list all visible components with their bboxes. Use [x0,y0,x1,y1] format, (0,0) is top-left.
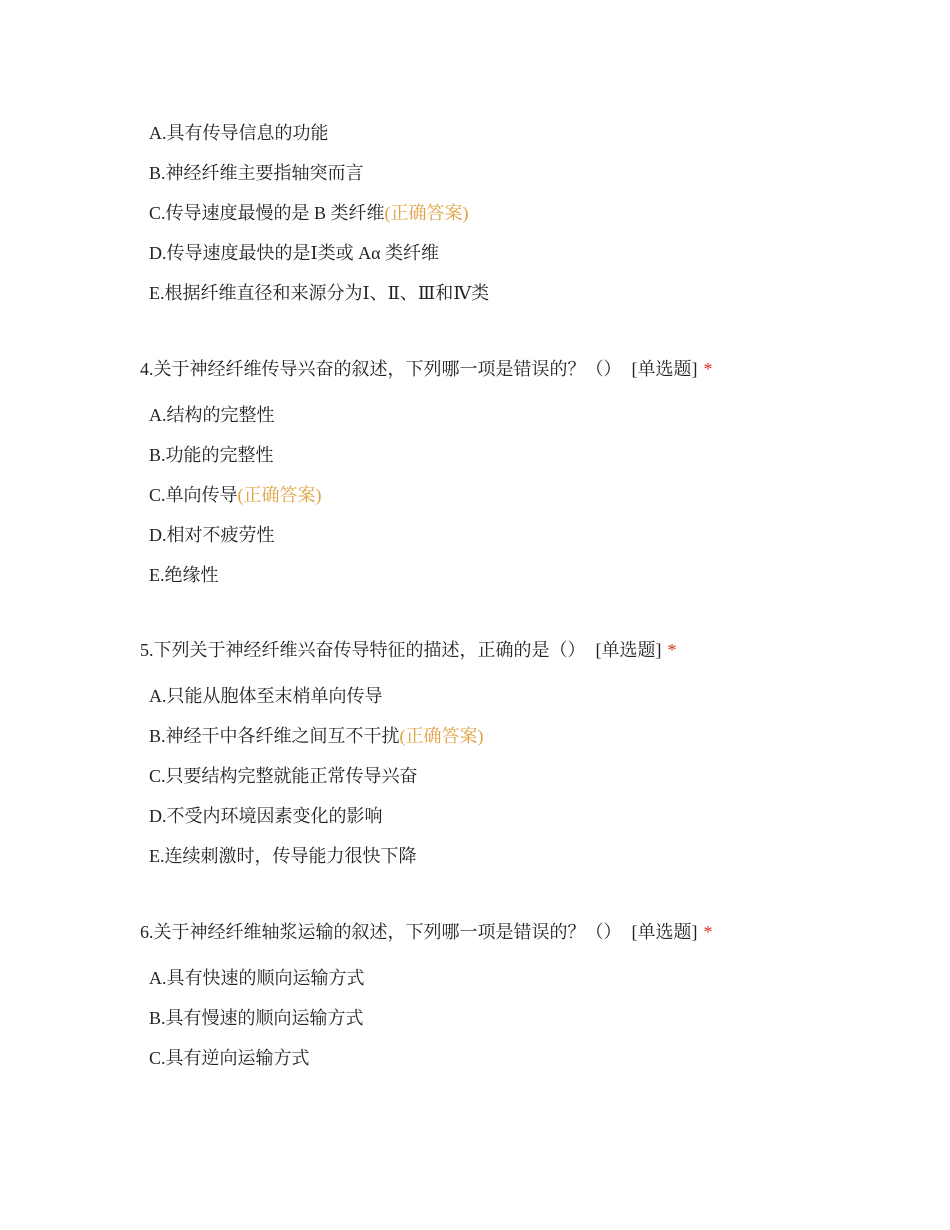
required-mark: * [667,640,677,660]
q5-option-b-text: B.神经干中各纤维之间互不干扰 [149,726,400,746]
question-5-title [140,638,900,662]
question-3-block [140,121,900,321]
question-3-options [140,121,900,305]
q3-option-c [149,201,900,225]
question-type-label: [单选题] [631,359,698,379]
correct-answer-tag: (正确答案) [237,485,322,505]
q6-option-b [149,1006,900,1030]
q6-option-a-text: A.具有快速的顺向运输方式 [149,968,365,988]
question-5-options [140,684,900,868]
q3-option-d-text: D.传导速度最快的是Ⅰ类或 Aα 类纤维 [149,243,440,263]
q3-option-c-text: C.传导速度最慢的是 B 类纤维 [149,203,385,223]
question-4-title [140,357,900,381]
q3-option-e-text: E.根据纤维直径和来源分为Ⅰ、Ⅱ、Ⅲ和Ⅳ类 [149,283,490,303]
question-6-options [140,966,900,1070]
question-5-text: 5.下列关于神经纤维兴奋传导特征的描述，正确的是（） [140,640,586,660]
q6-option-c [149,1046,900,1070]
q4-option-c [149,483,900,507]
q3-option-b-text: B.神经纤维主要指轴突而言 [149,163,364,183]
q4-option-c-text: C.单向传导 [149,485,238,505]
correct-answer-tag: (正确答案) [399,726,484,746]
q5-option-d-text: D.不受内环境因素变化的影响 [149,806,383,826]
q6-option-c-text: C.具有逆向运输方式 [149,1048,310,1068]
question-type-label: [单选题] [595,640,662,660]
q5-option-e-text: E.连续刺激时，传导能力很快下降 [149,846,417,866]
question-4-block [140,357,900,603]
q3-option-b [149,161,900,185]
question-6-text: 6.关于神经纤维轴浆运输的叙述，下列哪一项是错误的？（） [140,922,622,942]
q4-option-e-text: E.绝缘性 [149,565,219,585]
q5-option-d [149,804,900,828]
q5-option-b [149,724,900,748]
q4-option-a [149,403,900,427]
q3-option-a [149,121,900,145]
q4-option-b [149,443,900,467]
q4-option-a-text: A.结构的完整性 [149,405,275,425]
q6-option-a [149,966,900,990]
question-4-text: 4.关于神经纤维传导兴奋的叙述，下列哪一项是错误的？（） [140,359,622,379]
q4-option-b-text: B.功能的完整性 [149,445,274,465]
question-4-options [140,403,900,587]
q4-option-e [149,563,900,587]
q3-option-d [149,241,900,265]
correct-answer-tag: (正确答案) [384,203,469,223]
required-mark: * [703,359,713,379]
q4-option-d-text: D.相对不疲劳性 [149,525,275,545]
question-5-block [140,638,900,884]
q5-option-c-text: C.只要结构完整就能正常传导兴奋 [149,766,418,786]
q5-option-e [149,844,900,868]
q4-option-d [149,523,900,547]
q3-option-a-text: A.具有传导信息的功能 [149,123,329,143]
required-mark: * [703,922,713,942]
q5-option-a-text: A.只能从胞体至末梢单向传导 [149,686,383,706]
question-6-block [140,920,900,1086]
question-type-label: [单选题] [631,922,698,942]
q3-option-e [149,281,900,305]
q6-option-b-text: B.具有慢速的顺向运输方式 [149,1008,364,1028]
q5-option-c [149,764,900,788]
q5-option-a [149,684,900,708]
question-6-title [140,920,900,944]
